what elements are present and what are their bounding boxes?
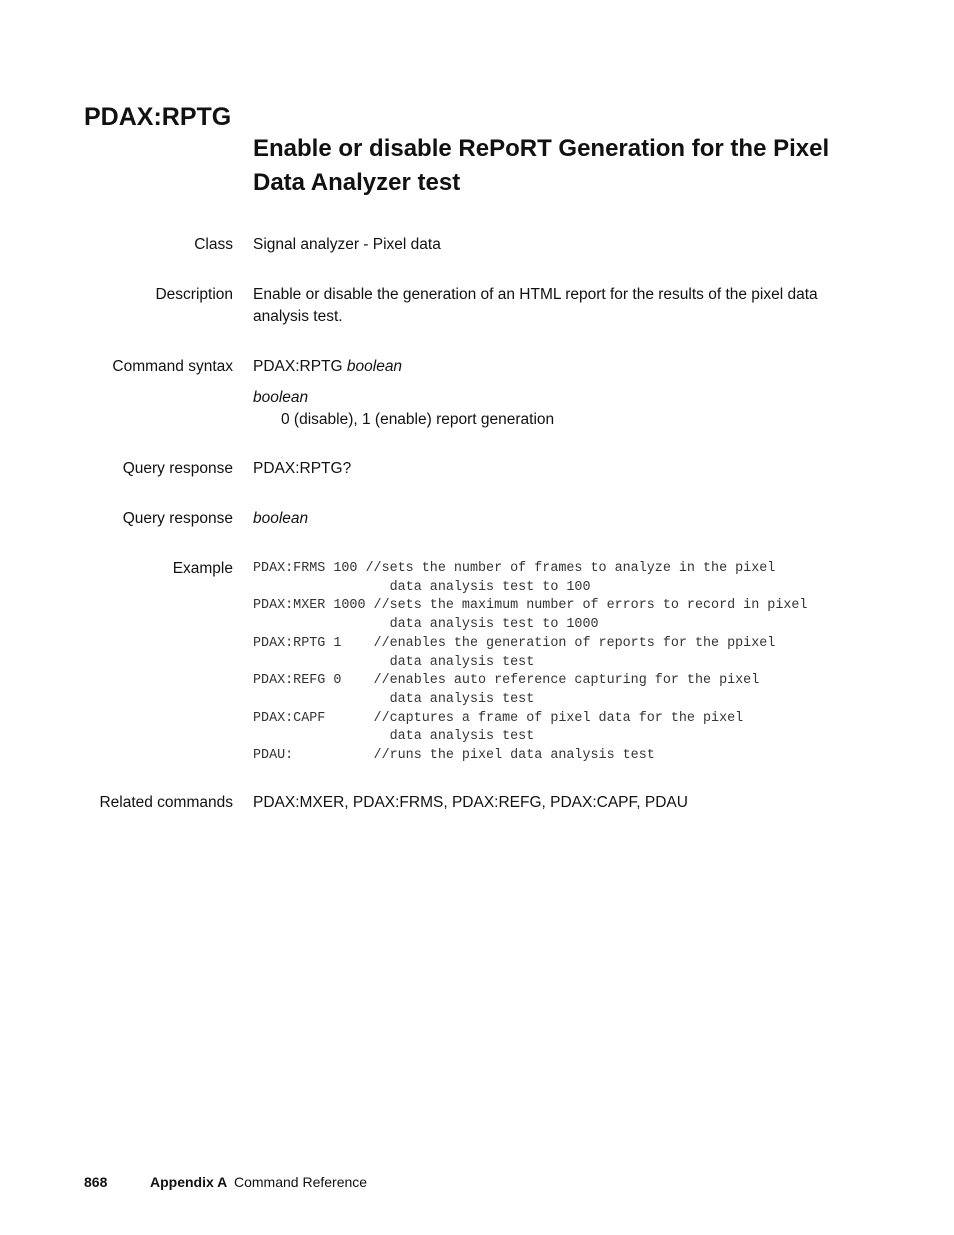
footer-appendix: Appendix A	[150, 1174, 228, 1190]
command-heading: PDAX:RPTG	[84, 103, 232, 131]
related-label: Related commands	[99, 794, 233, 811]
syntax-line	[253, 356, 853, 378]
param-description: 0 (disable), 1 (enable) report generation	[281, 411, 555, 428]
description-value: Enable or disable the generation of an HTML report for the results of the pixel data analysis test.	[253, 286, 818, 325]
syntax-param: boolean	[346, 358, 403, 375]
syntax-block	[253, 356, 853, 431]
syntax-command: PDAX:RPTG	[253, 358, 343, 375]
example-label: Example	[172, 560, 233, 577]
query-label: Query response	[122, 460, 233, 477]
query-response-value: boolean	[253, 510, 309, 527]
command-subtitle: Enable or disable RePoRT Generation for the Pixel Data Analyzer test	[253, 135, 830, 196]
footer-section: Command Reference	[234, 1174, 368, 1190]
query-value: PDAX:RPTG?	[253, 460, 352, 477]
description-label: Description	[155, 286, 233, 303]
example-code: PDAX:FRMS 100 //sets the number of frames to analyze in the pixel data analysis test to 100 PDAX:MXER 1000 //sets the maximum number of errors to record in pixel data analysis test to 1000 PDAX:RPTG 1 //enables the generation of reports for the ppixel data analysis test PDAX:REFG 0 //enables auto reference capturing for the pixel data analysis test PDAX:CAPF //captures a frame of pixel data for the pixel data analysis test PDAU: //runs the pixel data analysis test	[253, 561, 808, 764]
class-value: Signal analyzer - Pixel data	[253, 236, 441, 253]
syntax-label: Command syntax	[112, 358, 233, 375]
query-response-label: Query response	[122, 510, 233, 527]
class-label: Class	[194, 236, 233, 253]
page-number: 868	[84, 1174, 108, 1190]
related-value: PDAX:MXER, PDAX:FRMS, PDAX:REFG, PDAX:CAPF, PDAU	[253, 794, 688, 811]
param-name: boolean	[253, 389, 309, 406]
